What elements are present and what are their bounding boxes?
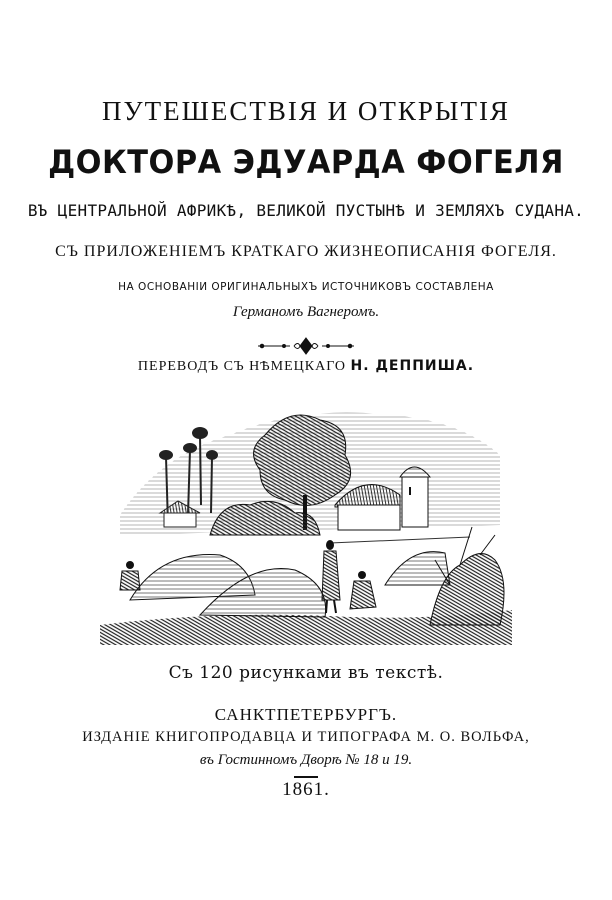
illustrations-count-line: Съ 120 рисунками въ текстѣ. <box>168 663 444 683</box>
engraving-illustration <box>100 395 512 645</box>
ornament-divider <box>0 336 612 356</box>
subtitle: ВЪ ЦЕНТРАЛЬНОЙ АФРИКѢ, ВЕЛИКОЙ ПУСТЫНѢ И ЗЕМЛЯХЪ СУДАНА. <box>27 201 585 220</box>
translator-prefix: ПЕРЕВОДЪ СЪ НѢМЕЦКАГО <box>137 359 347 374</box>
short-rule-divider <box>294 776 318 778</box>
publication-year: 1861. <box>282 779 330 800</box>
biography-line: СЪ ПРИЛОЖЕНІЕМЪ КРАТКАГО ЖИЗНЕОПИСАНІЯ ФОГЕЛЯ. <box>55 243 557 260</box>
address-line: въ Гостинномъ Дворѣ № 18 и 19. <box>199 752 413 768</box>
author-line: Германомъ Вагнеромъ. <box>232 304 380 320</box>
title-top: ПУТЕШЕСТВІЯ И ОТКРЫТІЯ <box>102 96 510 126</box>
translator-name: Н. ДЕППИША. <box>350 358 475 374</box>
city-line: САНКТПЕТЕРБУРГЪ. <box>214 705 398 724</box>
sources-line: НА ОСНОВАНІИ ОРИГИНАЛЬНЫХЪ ИСТОЧНИКОВЪ СОСТАВЛЕНА <box>118 281 494 293</box>
title-main: ДОКТОРА ЭДУАРДА ФОГЕЛЯ <box>48 143 564 181</box>
publisher-line: ИЗДАНІЕ КНИГОПРОДАВЦА И ТИПОГРАФА М. О. ВОЛЬФА, <box>82 729 530 745</box>
translator-line <box>0 358 612 375</box>
